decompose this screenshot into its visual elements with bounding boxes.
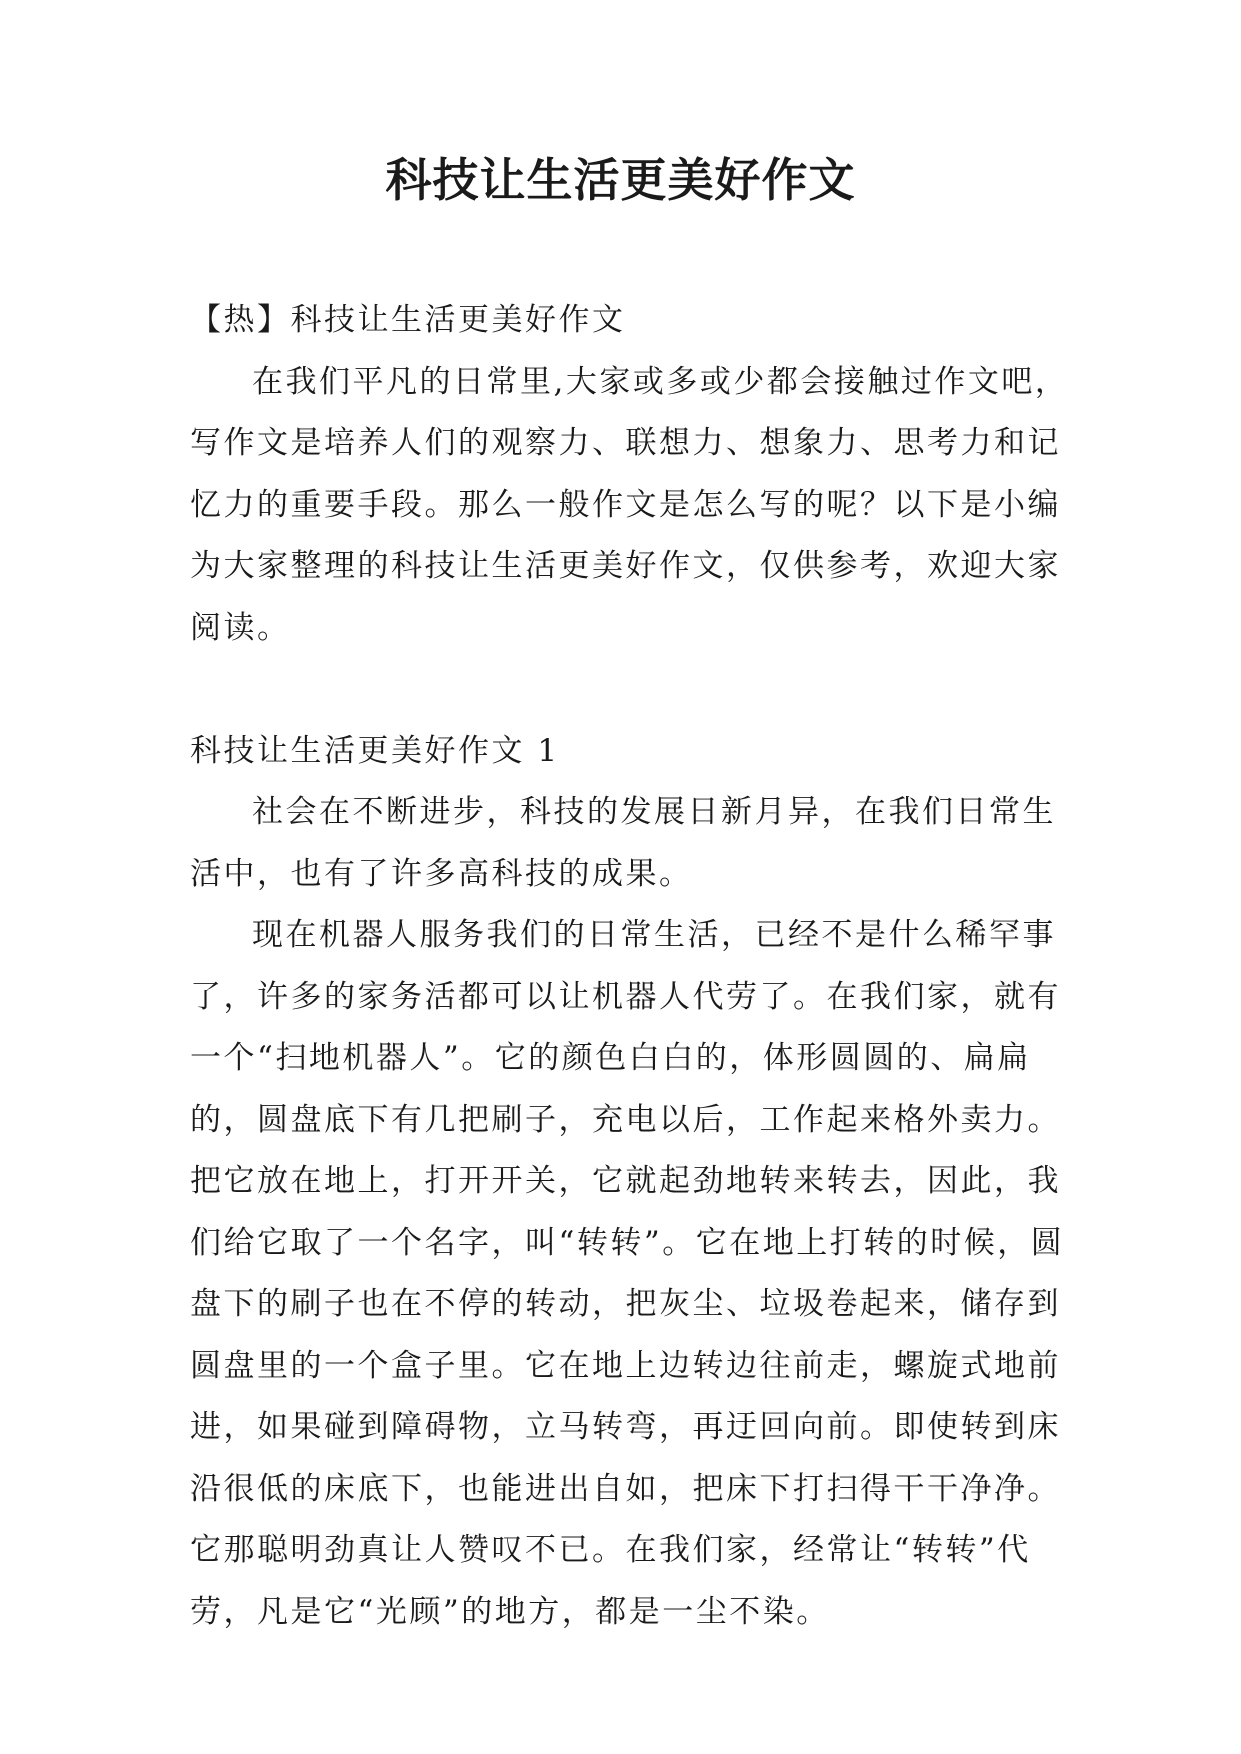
intro-paragraph: 在我们平凡的日常里,大家或多或少都会接触过作文吧，写作文是培养人们的观察力、联想力、想象力、思考力和记忆力的重要手段。那么一般作文是怎么写的呢？以下是小编为大家整理的科技让生活更美好作文，仅供参考，欢迎大家阅读。 [190, 363, 1069, 646]
document-subtitle: 【热】科技让生活更美好作文 [190, 302, 626, 338]
body-paragraph-1: 社会在不断进步，科技的发展日新月异，在我们日常生活中，也有了许多高科技的成果。 [190, 794, 1056, 892]
body-paragraph-2: 现在机器人服务我们的日常生活，已经不是什么稀罕事了，许多的家务活都可以让机器人代劳了。在我们家，就有一个“扫地机器人”。它的颜色白白的，体形圆圆的、扁扁的，圆盘底下有几把刷子，充电以后，工作起来格外卖力。把它放在地上，打开开关，它就起劲地转来转去，因此，我们给它取了一个名字，叫“转转”。它在地上打转的时候，圆盘下的刷子也在不停的转动，把灰尘、垃圾卷起来，储存到圆盘里的一个盒子里。它在地上边转边往前走，螺旋式地前进，如果碰到障碍物，立马转弯，再迂回向前。即使转到床沿很低的床底下，也能进出自如，把床下打扫得干干净净。它那聪明劲真让人赞叹不已。在我们家，经常让“转转”代劳，凡是它“光顾”的地方，都是一尘不染。 [190, 917, 1065, 1630]
document-body [190, 290, 1070, 1643]
section-heading: 科技让生活更美好作文 1 [190, 732, 560, 769]
section-spacer [190, 659, 1070, 721]
document-title: 科技让生活更美好作文 [385, 153, 856, 207]
